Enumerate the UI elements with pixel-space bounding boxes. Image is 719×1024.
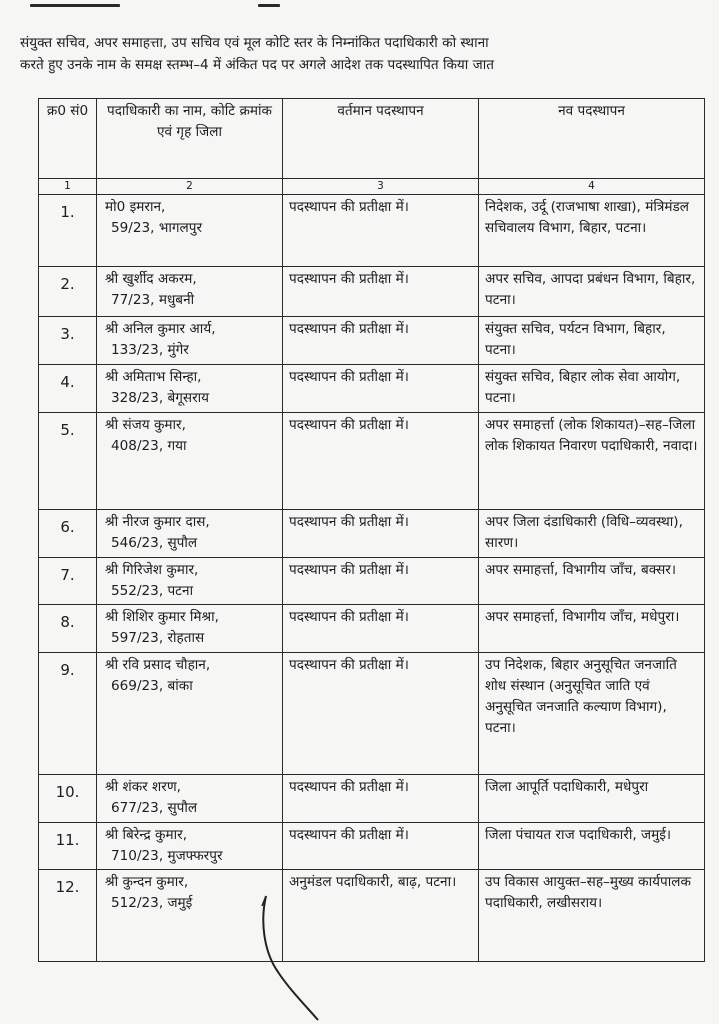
new-posting: अपर समाहर्त्ता (लोक शिकायत)–सह–जिला लोक शिकायत निवारण पदाधिकारी, नवादा। <box>479 413 705 510</box>
officer-code-district: 512/23, जमुई <box>111 895 193 911</box>
officer-name: श्री शंकर शरण, <box>105 779 181 795</box>
serial-number: 2. <box>39 267 97 317</box>
new-posting: अपर जिला दंडाधिकारी (विधि–व्यवस्था), सारण। <box>479 510 705 558</box>
officer-code-district: 677/23, सुपौल <box>111 800 198 816</box>
current-posting: पदस्थापन की प्रतीक्षा में। <box>283 653 479 775</box>
officer-name: श्री बिरेन्द्र कुमार, <box>105 827 188 843</box>
column-number: 1 <box>39 179 97 195</box>
officer-code-district: 552/23, पटना <box>111 583 194 599</box>
serial-number: 10. <box>39 775 97 823</box>
new-posting: संयुक्त सचिव, पर्यटन विभाग, बिहार, पटना। <box>479 317 705 365</box>
officer-cell <box>97 653 283 775</box>
current-posting: पदस्थापन की प्रतीक्षा में। <box>283 823 479 870</box>
table-row <box>39 823 705 870</box>
column-number: 3 <box>283 179 479 195</box>
current-posting: पदस्थापन की प्रतीक्षा में। <box>283 267 479 317</box>
intro-paragraph <box>20 32 719 76</box>
serial-number: 4. <box>39 365 97 413</box>
signature-stroke <box>238 892 328 1024</box>
serial-number: 1. <box>39 195 97 267</box>
officer-name: श्री खुर्शीद अकरम, <box>105 271 197 287</box>
officer-name: श्री नीरज कुमार दास, <box>105 514 210 530</box>
table-row <box>39 510 705 558</box>
current-posting: पदस्थापन की प्रतीक्षा में। <box>283 605 479 653</box>
new-posting: अपर समाहर्त्ता, विभागीय जाँच, बक्सर। <box>479 558 705 605</box>
current-posting: पदस्थापन की प्रतीक्षा में। <box>283 317 479 365</box>
table-row <box>39 653 705 775</box>
officer-name: श्री रवि प्रसाद चौहान, <box>105 657 211 673</box>
current-posting: पदस्थापन की प्रतीक्षा में। <box>283 365 479 413</box>
top-rule <box>258 4 280 7</box>
officer-name: श्री कुन्दन कुमार, <box>105 874 189 890</box>
officer-name: श्री अनिल कुमार आर्य, <box>105 321 216 337</box>
officer-code-district: 546/23, सुपौल <box>111 535 198 551</box>
new-posting: जिला आपूर्ति पदाधिकारी, मधेपुरा <box>479 775 705 823</box>
table-row <box>39 317 705 365</box>
officer-cell <box>97 195 283 267</box>
officer-name: मो0 इमरान, <box>105 199 166 215</box>
officer-cell <box>97 365 283 413</box>
current-posting: पदस्थापन की प्रतीक्षा में। <box>283 510 479 558</box>
officer-code-district: 408/23, गया <box>111 438 187 454</box>
table-row <box>39 195 705 267</box>
serial-number: 11. <box>39 823 97 870</box>
current-posting: अनुमंडल पदाधिकारी, बाढ़, पटना। <box>283 870 479 962</box>
new-posting: उप निदेशक, बिहार अनुसूचित जनजाति शोध संस्थान (अनुसूचित जाति एवं अनुसूचित जनजाति कल्याण विभाग), पटना। <box>479 653 705 775</box>
table-row <box>39 413 705 510</box>
current-posting: पदस्थापन की प्रतीक्षा में। <box>283 775 479 823</box>
officer-code-district: 597/23, रोहतास <box>111 630 205 646</box>
header-officer-name: पदाधिकारी का नाम, कोटि क्रमांक एवं गृह जिला <box>97 99 283 179</box>
table-row <box>39 605 705 653</box>
current-posting: पदस्थापन की प्रतीक्षा में। <box>283 195 479 267</box>
serial-number: 8. <box>39 605 97 653</box>
serial-number: 7. <box>39 558 97 605</box>
new-posting: अपर समाहर्त्ता, विभागीय जाँच, मधेपुरा। <box>479 605 705 653</box>
serial-number: 9. <box>39 653 97 775</box>
officer-cell <box>97 605 283 653</box>
serial-number: 3. <box>39 317 97 365</box>
new-posting: अपर सचिव, आपदा प्रबंधन विभाग, बिहार, पटना। <box>479 267 705 317</box>
column-number: 4 <box>479 179 705 195</box>
table-row <box>39 870 705 962</box>
serial-number: 6. <box>39 510 97 558</box>
new-posting: निदेशक, उर्दू (राजभाषा शाखा), मंत्रिमंडल सचिवालय विभाग, बिहार, पटना। <box>479 195 705 267</box>
table-row <box>39 775 705 823</box>
officer-cell <box>97 558 283 605</box>
table-body <box>39 195 705 962</box>
column-number: 2 <box>97 179 283 195</box>
table-row <box>39 365 705 413</box>
officer-code-district: 710/23, मुजफ्फरपुर <box>111 848 223 864</box>
new-posting: जिला पंचायत राज पदाधिकारी, जमुई। <box>479 823 705 870</box>
officer-cell <box>97 267 283 317</box>
officer-cell <box>97 317 283 365</box>
officer-cell <box>97 413 283 510</box>
table-row <box>39 267 705 317</box>
current-posting: पदस्थापन की प्रतीक्षा में। <box>283 558 479 605</box>
column-number-row <box>39 179 705 195</box>
table-row <box>39 558 705 605</box>
current-posting: पदस्थापन की प्रतीक्षा में। <box>283 413 479 510</box>
officer-cell <box>97 510 283 558</box>
table-header-row <box>39 99 705 179</box>
posting-table <box>38 98 705 962</box>
header-serial: क्र0 सं0 <box>39 99 97 179</box>
header-current-posting: वर्तमान पदस्थापन <box>283 99 479 179</box>
serial-number: 5. <box>39 413 97 510</box>
officer-cell <box>97 775 283 823</box>
officer-code-district: 669/23, बांका <box>111 678 193 694</box>
top-rule <box>30 4 120 7</box>
officer-code-district: 77/23, मधुबनी <box>111 292 195 308</box>
officer-cell <box>97 823 283 870</box>
serial-number: 12. <box>39 870 97 962</box>
officer-code-district: 133/23, मुंगेर <box>111 342 189 358</box>
officer-name: श्री अमिताभ सिन्हा, <box>105 369 202 385</box>
new-posting: उप विकास आयुक्त–सह–मुख्य कार्यपालक पदाधिकारी, लखीसराय। <box>479 870 705 962</box>
officer-name: श्री शिशिर कुमार मिश्रा, <box>105 609 219 625</box>
officer-code-district: 59/23, भागलपुर <box>111 220 203 236</box>
officer-name: श्री गिरिजेश कुमार, <box>105 562 199 578</box>
intro-line: संयुक्त सचिव, अपर समाहत्ता, उप सचिव एवं मूल कोटि स्तर के निम्नांकित पदाधिकारी को स्थाना <box>20 35 489 51</box>
new-posting: संयुक्त सचिव, बिहार लोक सेवा आयोग, पटना। <box>479 365 705 413</box>
officer-name: श्री संजय कुमार, <box>105 417 186 433</box>
intro-line: करते हुए उनके नाम के समक्ष स्तम्भ–4 में अंकित पद पर अगले आदेश तक पदस्थापित किया जात <box>20 57 494 73</box>
officer-code-district: 328/23, बेगूसराय <box>111 390 210 406</box>
header-new-posting: नव पदस्थापन <box>479 99 705 179</box>
